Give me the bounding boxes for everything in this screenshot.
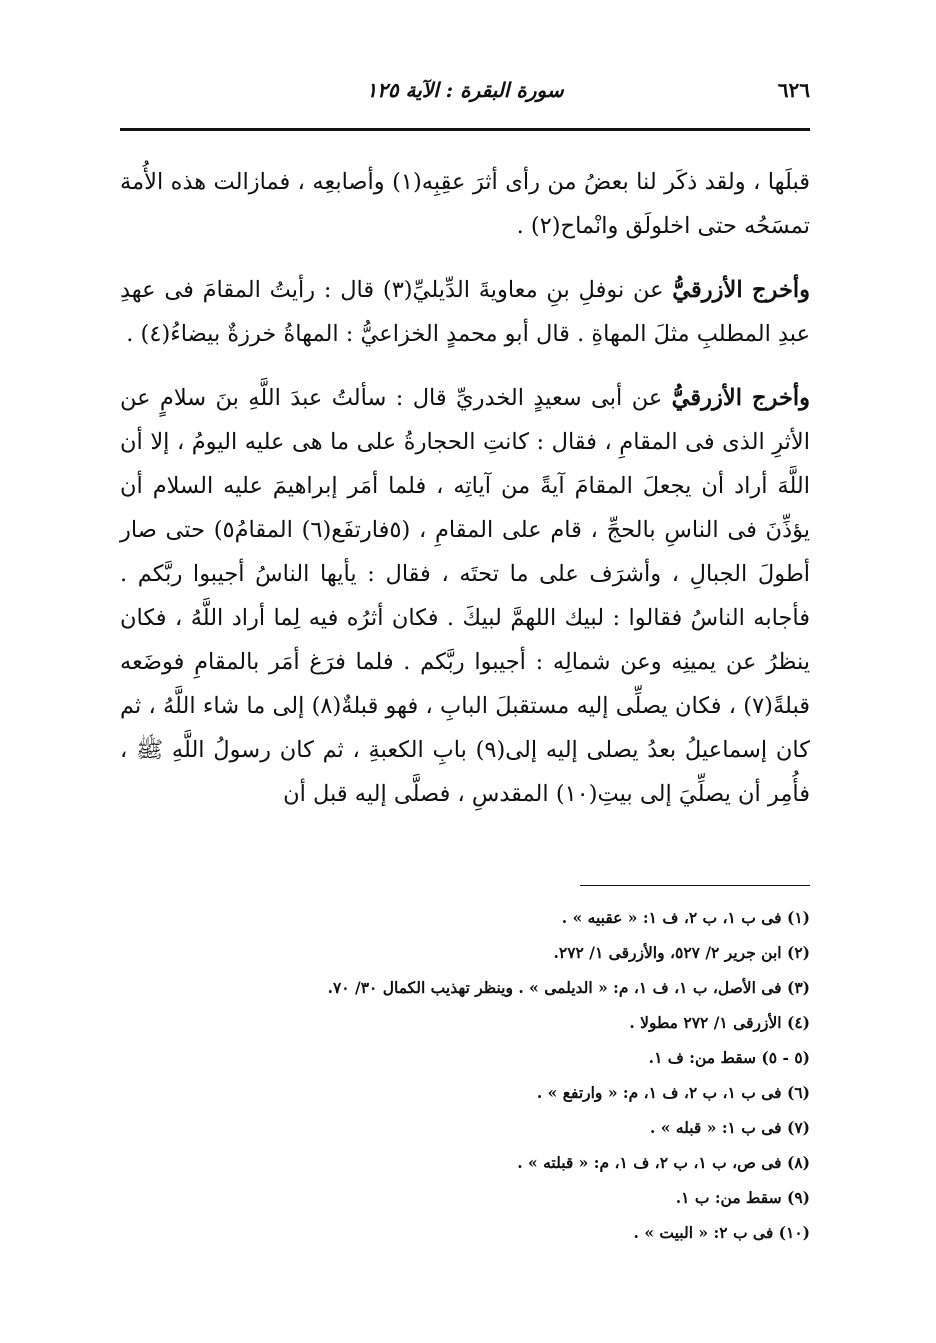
paragraph-lead: وأخرج الأزرقيُّ (671, 385, 810, 411)
paragraph (120, 376, 810, 816)
footnote-rule (580, 885, 810, 886)
paragraph (120, 268, 810, 356)
footnote: (٨) فى ص، ب ١، ب ٢، ف ١، م: « قبلته » . (517, 1153, 810, 1172)
page-header (120, 70, 810, 110)
paragraph (120, 160, 810, 248)
page-number: ٦٢٦ (777, 78, 810, 102)
header-rule (120, 128, 810, 131)
footnote: (٥ - ٥) سقط من: ف ١. (648, 1048, 810, 1067)
footnotes (120, 900, 810, 1250)
paragraph-lead: وأخرج الأزرقيُّ (672, 277, 810, 303)
footnote: (٢) ابن جرير ٢/ ٥٢٧، والأزرقى ١/ ٢٧٢. (553, 943, 810, 962)
paragraph-text: قبلَها ، ولقد ذكَر لنا بعضُ من رأى أثرَ عقِبِه(١) وأصابعِه ، فمازالت هذه الأُمة تمسَحُه حتى اخلولَق وانْماح(٢) . (120, 169, 811, 239)
footnote: (٩) سقط من: ب ١. (675, 1188, 810, 1207)
paragraph-text: عن نوفلِ بنِ معاويةَ الدِّيليِّ(٣) قال : رأيتُ المقامَ فى عهدِ عبدِ المطلبِ مثلَ المهاةِ . قال أبو محمدٍ الخزاعيُّ : المهاةُ خرزةٌ بيضاءُ(٤) . (120, 277, 810, 347)
footnote: (٤) الأزرقى ١/ ٢٧٢ مطولا . (629, 1013, 810, 1032)
page (120, 70, 811, 1242)
footnote: (١٠) فى ب ٢: « البيت » . (633, 1223, 810, 1242)
body-text (120, 160, 810, 836)
footnote: (٧) فى ب ١: « قبله » . (649, 1118, 810, 1137)
running-title: سورة البقرة : الآية ١٢٥ (366, 78, 564, 102)
footnote: (١) فى ب ١، ب ٢، ف ١: « عقبيه » . (561, 908, 810, 927)
footnote: (٦) فى ب ١، ب ٢، ف ١، م: « وارتفع » . (536, 1083, 810, 1102)
footnote: (٣) فى الأصل، ب ١، ف ١، م: « الديلمى » . وينظر تهذيب الكمال ٣٠/ ٧٠. (327, 978, 810, 997)
paragraph-text: عن أبى سعيدٍ الخدريِّ قال : سألتُ عبدَ اللَّهِ بنَ سلامٍ عن الأثرِ الذى فى المقامِ ، فقال : كانتِ الحجارةُ على ما هى عليه اليومُ ، إلا أن اللَّهَ أراد أن يجعلَ المقامَ آيةً من آياتِه ، فلما أمَر إبراهيمَ عليه السلام أن يؤذِّنَ فى الناسِ بالحجِّ ، قام على المقامِ ، (٥فارتفَع(٦) المقامُ٥) حتى صار أطولَ الجبالِ ، وأشرَف على ما تحتَه ، فقال : يأيها الناسُ أجيبوا ربَّكم . فأجابه الناسُ فقالوا : لبيك اللهمَّ لبيكَ . فكان أثرُه فيه لِما أراد اللَّهُ ، فكان ينظرُ عن يمينِه وعن شمالِه : أجيبوا ربَّكم . فلما فرَغ أمَر بالمقامِ فوضَعه قبلةً(٧) ، فكان يصلِّى إليه مستقبلَ البابِ ، فهو قبلةٌ(٨) إلى ما شاء اللَّهُ ، ثم كان إسماعيلُ بعدُ يصلى إليه إلى(٩) بابِ الكعبةِ ، ثم كان رسولُ اللَّهِ ﷺ ، فأُمِر أن يصلِّيَ إلى بيتِ(١٠) المقدسِ ، فصلَّى إليه قبل أن (120, 385, 811, 807)
